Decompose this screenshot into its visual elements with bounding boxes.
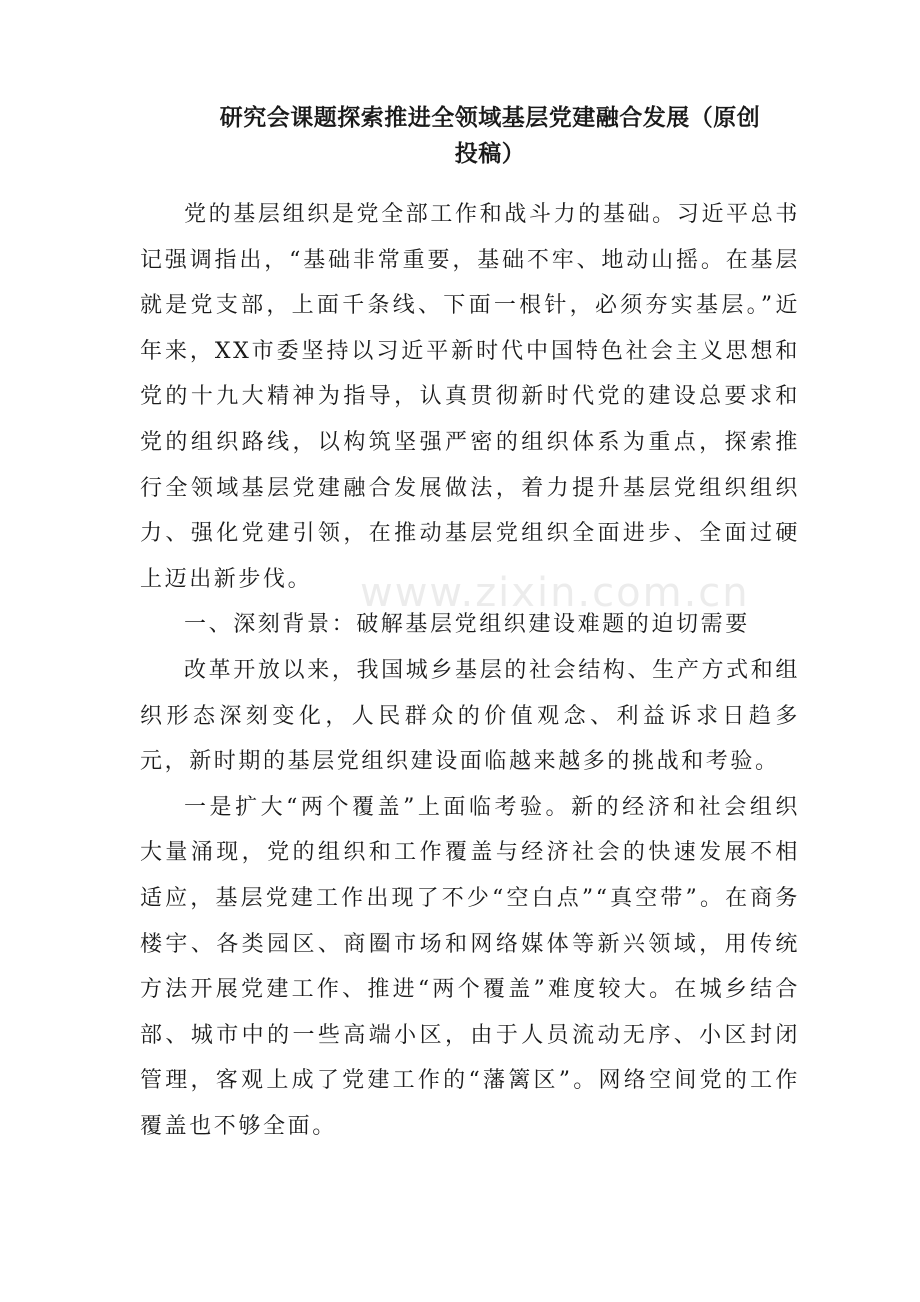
- paragraph-background: 改革开放以来，我国城乡基层的社会结构、生产方式和组织形态深刻变化，人民群众的价值观念、利益诉求日趋多元，新时期的基层党组织建设面临越来越多的挑战和考验。: [140, 657, 800, 775]
- title-line-1: 研究会课题探索推进全领域基层党建融合发展（原创: [219, 104, 761, 131]
- paragraph-coverage: 一是扩大“两个覆盖”上面临考验。新的经济和社会组织大量涌现，党的组织和工作覆盖与经济社会的快速发展不相适应，基层党建工作出现了不少“空白点”“真空带”。在商务楼宇、各类园区、商圈市场和网络媒体等新兴领域，用传统方法开展党建工作、推进“两个覆盖”难度较大。在城乡结合部、城市中的一些高端小区，由于人员流动无序、小区封闭管理，客观上成了党建工作的“藩篱区”。网络空间党的工作覆盖也不够全面。: [140, 794, 800, 1139]
- document-page: [140, 100, 800, 1149]
- watermark: www.zixin.com.cn: [360, 570, 750, 616]
- title-line-2: 投稿）: [454, 140, 526, 167]
- document-title: [140, 100, 800, 172]
- section-heading: 一、深刻背景：破解基层党组织建设难题的迫切需要: [184, 612, 750, 638]
- paragraph-intro: 党的基层组织是党全部工作和战斗力的基础。习近平总书记强调指出，“基础非常重要，基础不牢、地动山摇。在基层就是党支部，上面千条线、下面一根针，必须夯实基层。”近年来，XX市委坚持以习近平新时代中国特色社会主义思想和党的十九大精神为指导，认真贯彻新时代党的建设总要求和党的组织路线，以构筑坚强严密的组织体系为重点，探索推行全领域基层党建融合发展做法，着力提升基层党组织组织力、强化党建引领，在推动基层党组织全面进步、全面过硬上迈出新步伐。: [140, 202, 800, 592]
